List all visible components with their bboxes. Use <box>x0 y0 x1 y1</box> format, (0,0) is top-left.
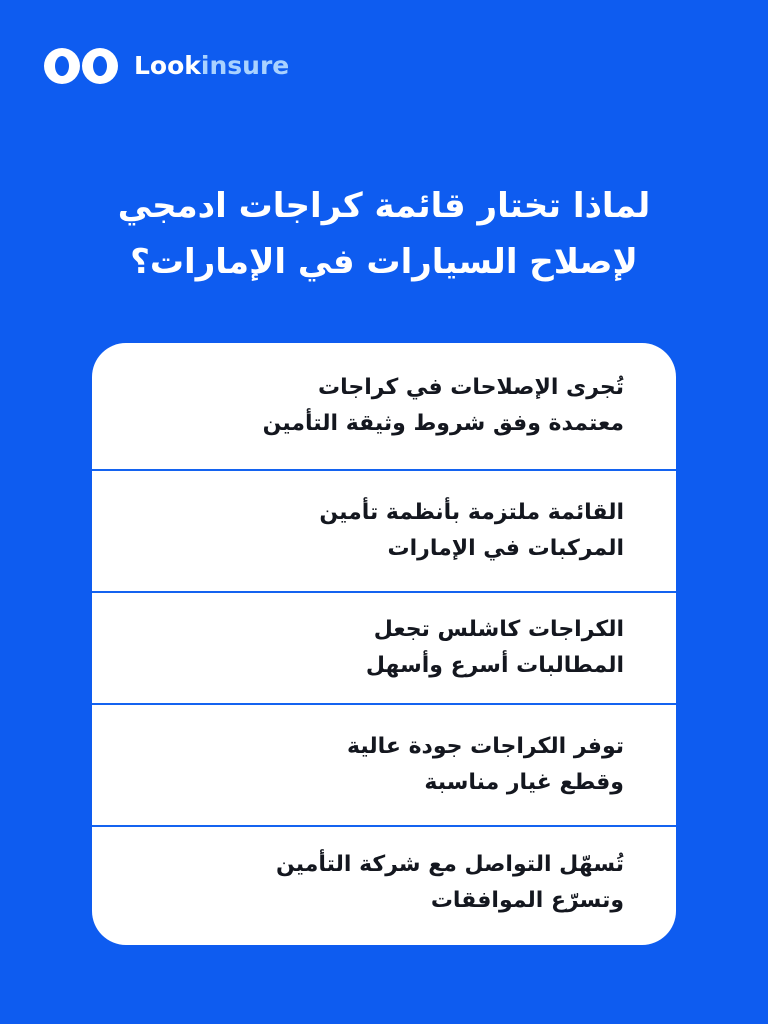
reasons-card <box>92 343 676 945</box>
reason-item-2 <box>92 471 676 591</box>
page-title-line2: لإصلاح السيارات في الإمارات؟ <box>130 242 638 282</box>
reason-item-4-line2: وقطع غيار مناسبة <box>424 770 624 795</box>
reason-item-4 <box>92 705 676 825</box>
reason-item-3-line2: المطالبات أسرع وأسهل <box>365 653 624 678</box>
reason-item-4-line1: توفر الكراجات جودة عالية <box>347 734 624 759</box>
reason-item-5 <box>92 827 676 939</box>
left-eye-shape <box>44 48 80 84</box>
page-title <box>40 178 728 290</box>
reason-item-1-line1: تُجرى الإصلاحات في كراجات <box>318 375 624 400</box>
left-pupil-shape <box>55 56 69 76</box>
right-pupil-shape <box>93 56 107 76</box>
brand-name-part1: Look <box>134 51 201 80</box>
reason-item-1 <box>92 343 676 469</box>
eyes-logo-icon <box>44 46 124 86</box>
reason-item-3 <box>92 593 676 703</box>
brand-name <box>134 46 289 86</box>
right-eye-shape <box>82 48 118 84</box>
reason-item-1-line2: معتمدة وفق شروط وثيقة التأمين <box>262 411 624 436</box>
brand-logo <box>44 46 289 86</box>
reason-item-5-line2: وتسرّع الموافقات <box>430 888 624 913</box>
reason-item-5-line1: تُسهّل التواصل مع شركة التأمين <box>275 852 624 877</box>
brand-name-part2: insure <box>200 51 290 80</box>
page-title-line1: لماذا تختار قائمة كراجات ادمجي <box>117 186 651 226</box>
reason-item-2-line1: القائمة ملتزمة بأنظمة تأمين <box>319 500 624 525</box>
reason-item-3-line1: الكراجات كاشلس تجعل <box>373 617 624 642</box>
reason-item-2-line2: المركبات في الإمارات <box>387 536 624 561</box>
